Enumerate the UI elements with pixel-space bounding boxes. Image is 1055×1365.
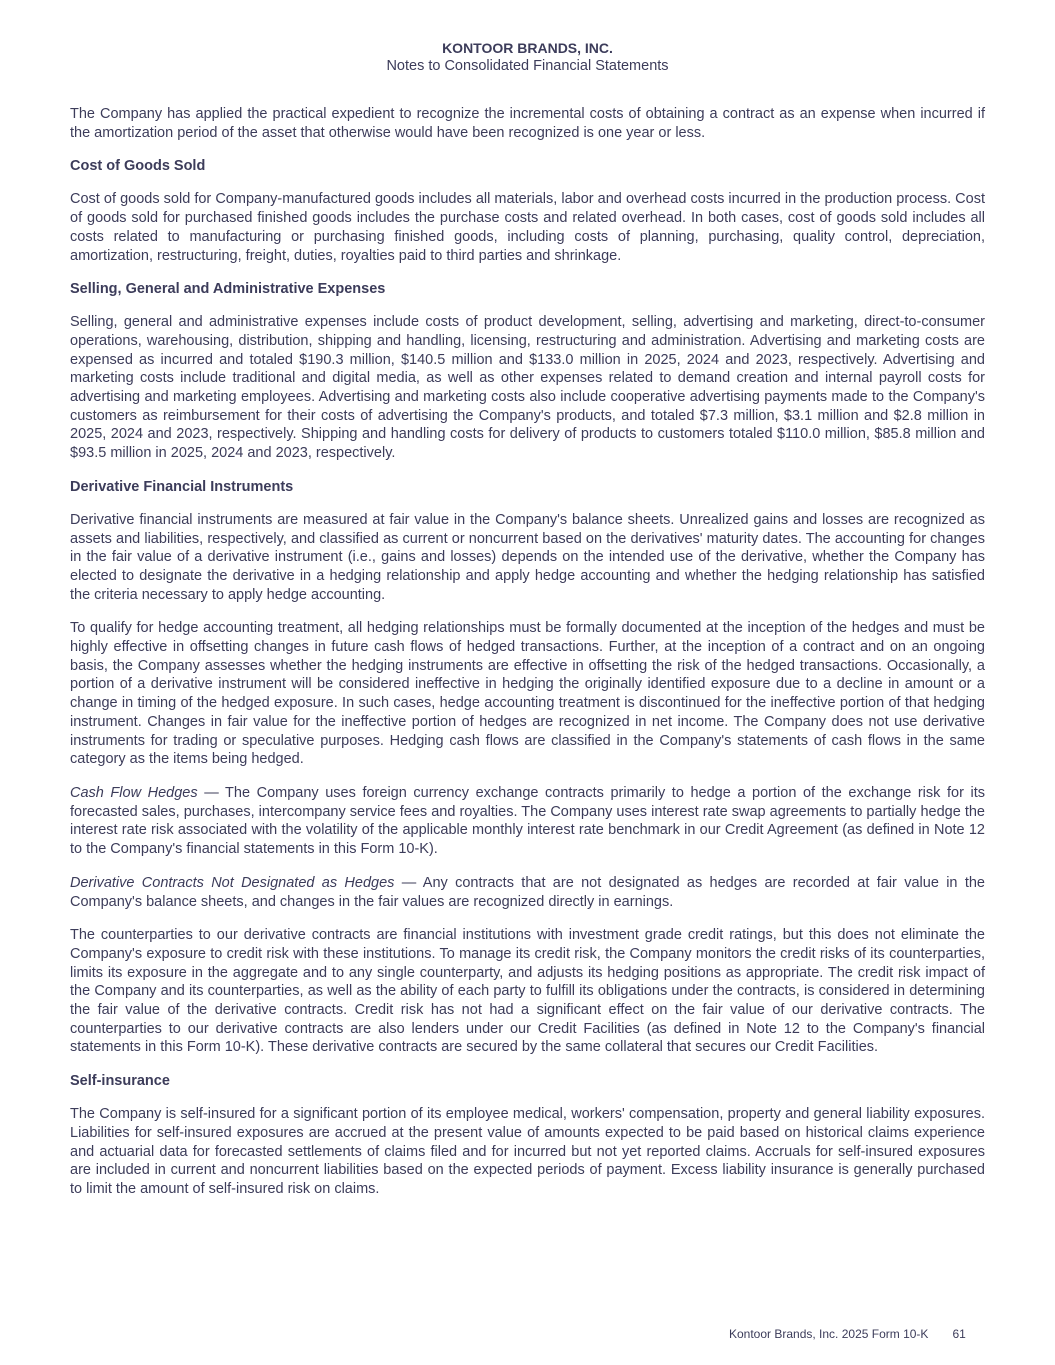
company-name: KONTOOR BRANDS, INC. [442, 40, 613, 56]
counterparties-paragraph: The counterparties to our derivative contracts are financial institutions with investment grade credit ratings, but this does not eliminate the Company's exposure to credit risk with these institutions. To manage its credit risk, the Company monitors the credit risks of its counterparties, limits its exposure in the aggregate and to any single counterparty, and adjusts its hedging positions as appropriate. The credit risk impact of the Company and its counterparties, as well as the ability of each party to fulfill its obligations under the contracts, is considered in determining the fair value of the derivative contracts. Credit risk has not had a significant effect on the fair value of our derivative contracts. The counterparties to our derivative contracts are also lenders under our Credit Facilities (as defined in Note 12 to the Company's financial statements in this Form 10-K). These derivative contracts are secured by the same collateral that secures our Credit Facilities. [70, 927, 985, 1056]
heading-cost-of-goods-sold: Cost of Goods Sold [70, 158, 206, 175]
cash-flow-hedges-label: Cash Flow Hedges [70, 784, 198, 801]
cash-flow-hedges-text: — The Company uses foreign currency exchange contracts primarily to hedge a portion of the exchange risk for its forecasted sales, purchases, intercompany service fees and royalties. The Company uses interest rate swap agreements to partially hedge the interest rate risk associated with the volatility of the applicable monthly interest rate benchmark in our Credit Agreement (as defined in Note 12 to the Company's financial statements in this Form 10-K). [70, 784, 985, 858]
cash-flow-hedges-paragraph [70, 784, 985, 859]
footer-text: Kontoor Brands, Inc. 2025 Form 10-K [729, 1327, 929, 1341]
cogs-paragraph: Cost of goods sold for Company-manufactured goods includes all materials, labor and overhead costs incurred in the production process. Cost of goods sold for purchased finished goods includes the purchase costs and related overhead. In both cases, cost of goods sold includes all costs related to manufacturing or purchasing finished goods, including costs of planning, purchasing, quality control, depreciation, amortization, restructuring, freight, duties, royalties paid to third parties and shrinkage. [70, 191, 985, 264]
page-footer [729, 1327, 966, 1341]
heading-derivative-instruments: Derivative Financial Instruments [70, 478, 294, 495]
derivatives-paragraph-1: Derivative financial instruments are measured at fair value in the Company's balance sheets. Unrealized gains and losses are recognized as assets and liabilities, respectively, and classified as current or noncurrent based on the derivatives' maturity dates. The accounting for changes in the fair value of a derivative instrument (i.e., gains and losses) depends on the intended use of the derivative, whether the Company has elected to designate the derivative in a hedging relationship and apply hedge accounting and whether the hedging relationship has satisfied the criteria necessary to apply hedge accounting. [70, 511, 985, 603]
self-insurance-paragraph: The Company is self-insured for a significant portion of its employee medical, workers' compensation, property and general liability exposures. Liabilities for self-insured exposures are accrued at the present value of amounts expected to be paid based on historical claims experience and actuarial data for forecasted settlements of claims filed and for incurred but not yet reported claims. Accruals for self-insured exposures are included in current and noncurrent liabilities based on the expected periods of payment. Excess liability insurance is generally purchased to limit the amount of self-insured risk on claims. [70, 1106, 985, 1197]
sga-paragraph: Selling, general and administrative expenses include costs of product development, selling, advertising and marketing, direct-to-consumer operations, warehousing, distribution, shipping and handling, licensing, restructuring and administration. Advertising and marketing costs are expensed as incurred and totaled $190.3 million, $140.5 million and $133.0 million in 2025, 2024 and 2023, respectively. Advertising and marketing costs include traditional and digital media, as well as other expenses related to demand creation and internal payroll costs for advertising and marketing employees. Advertising and marketing costs also include cooperative advertising payments made to the Company's customers as reimbursement for their costs of advertising the Company's products, and totaled $7.3 million, $3.1 million and $2.8 million in 2025, 2024 and 2023, respectively. Shipping and handling costs for delivery of products to customers totaled $110.0 million, $85.8 million and $93.5 million in 2025, 2024 and 2023, respectively. [70, 314, 985, 462]
document-body [70, 105, 985, 1214]
derivatives-paragraph-2: To qualify for hedge accounting treatment, all hedging relationships must be formally documented at the inception of the hedges and must be highly effective in offsetting changes in future cash flows of hedged transactions. Further, at the inception of a contract and on an ongoing basis, the Company assesses whether the hedging instruments are effective in offsetting the risk of the hedged transactions. Occasionally, a portion of a derivative instrument will be considered ineffective in hedging the originally identified exposure due to a decline in amount or a change in timing of the hedged exposure. In such cases, hedge accounting treatment is discontinued for the ineffective portion of that hedging instrument. Changes in fair value for the ineffective portion of hedges are recognized in net income. The Company does not use derivative instruments for trading or speculative purposes. Hedging cash flows are classified in the Company's statements of cash flows in the same category as the items being hedged. [70, 620, 985, 768]
non-designated-hedges-paragraph [70, 874, 985, 911]
non-designated-hedges-text: — Any contracts that are not designated as hedges are recorded at fair value in the Company's balance sheets, and changes in the fair values are recognized directly in earnings. [70, 874, 985, 910]
page-number: 61 [952, 1327, 966, 1341]
intro-paragraph: The Company has applied the practical expedient to recognize the incremental costs of obtaining a contract as an expense when incurred if the amortization period of the asset that otherwise would have been recognized is one year or less. [70, 106, 985, 141]
heading-sga-expenses: Selling, General and Administrative Expenses [70, 281, 386, 298]
page-header [0, 39, 1055, 75]
heading-self-insurance: Self-insurance [70, 1073, 170, 1090]
document-subtitle: Notes to Consolidated Financial Statements [386, 58, 669, 74]
non-designated-hedges-label: Derivative Contracts Not Designated as Hedges [70, 874, 395, 891]
